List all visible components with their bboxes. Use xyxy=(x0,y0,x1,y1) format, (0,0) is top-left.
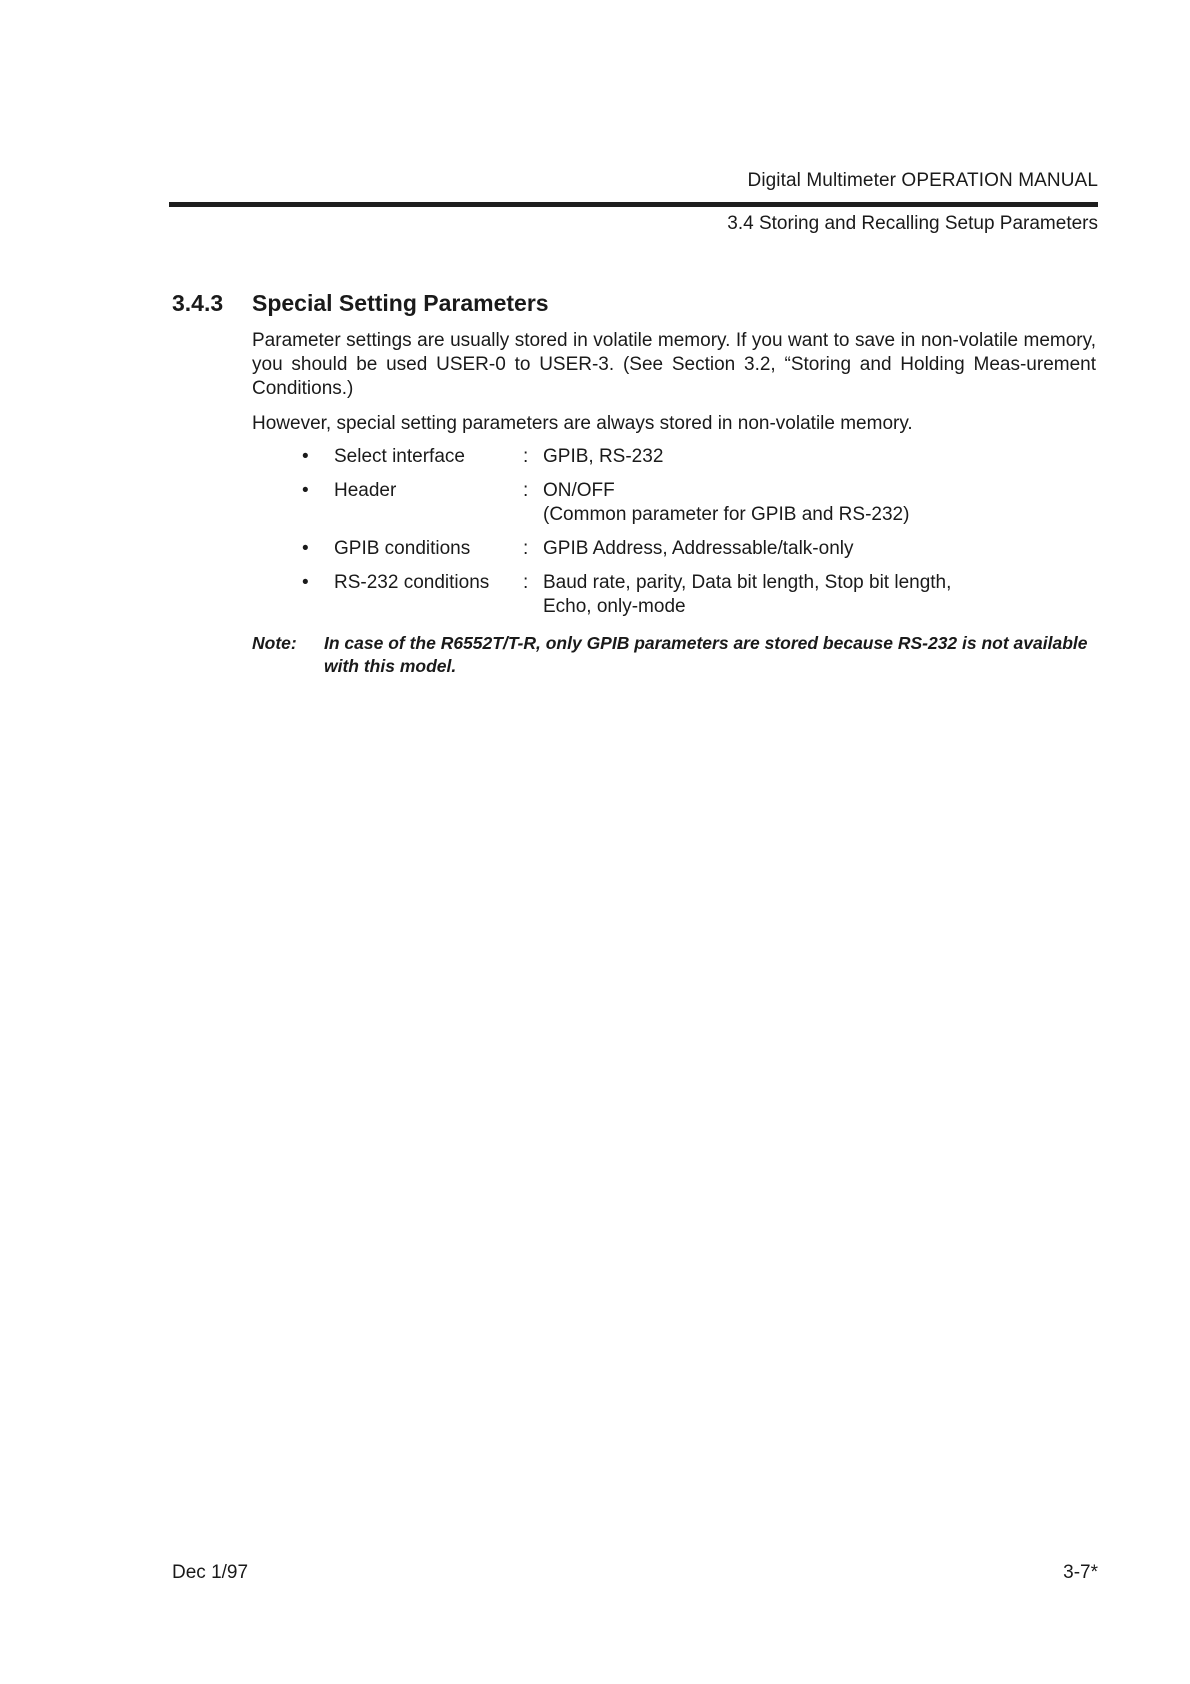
param-value-line: Baud rate, parity, Data bit length, Stop bit length, xyxy=(543,572,952,593)
param-value xyxy=(543,571,1096,619)
param-colon: : xyxy=(523,480,529,501)
bullet-icon: • xyxy=(302,572,309,593)
param-name: Header xyxy=(334,480,397,501)
section-title: Special Setting Parameters xyxy=(252,290,549,316)
param-value xyxy=(543,537,1096,561)
param-name: RS-232 conditions xyxy=(334,572,490,593)
param-value xyxy=(543,479,1096,527)
header-manual-title: Digital Multimeter OPERATION MANUAL xyxy=(747,170,1098,191)
intro-paragraph: Parameter settings are usually stored in volatile memory. If you want to save in non-volatile memory, you should be used USER-0 to USER-3. (See Section 3.2, “Storing and Holding Meas-urement Conditions.) xyxy=(252,330,1096,399)
param-name: Select interface xyxy=(334,446,465,467)
param-colon: : xyxy=(523,572,529,593)
list-item xyxy=(302,571,1096,619)
param-value-line: ON/OFF xyxy=(543,480,615,501)
section-number: 3.4.3 xyxy=(172,290,224,316)
param-value-line: GPIB, RS-232 xyxy=(543,446,664,467)
param-colon: : xyxy=(523,538,529,559)
footer-date: Dec 1/97 xyxy=(172,1562,249,1583)
param-value-line: GPIB Address, Addressable/talk-only xyxy=(543,538,854,559)
param-value-line-2: Echo, only-mode xyxy=(543,596,686,617)
section-heading xyxy=(172,290,549,317)
bullet-icon: • xyxy=(302,538,309,559)
param-name: GPIB conditions xyxy=(334,538,471,559)
list-item xyxy=(302,479,1096,527)
param-value xyxy=(543,445,1096,469)
note-block xyxy=(252,632,1098,678)
note-label: Note: xyxy=(252,633,297,653)
parameter-list xyxy=(302,445,1096,629)
header-section-title: 3.4 Storing and Recalling Setup Parameters xyxy=(727,213,1098,234)
footer-page-number: 3-7* xyxy=(1063,1562,1098,1583)
note-text: In case of the R6552T/T-R, only GPIB parameters are stored because RS-232 is not available with this model. xyxy=(324,633,1088,676)
header-rule xyxy=(169,202,1098,207)
intro-paragraph-2: However, special setting parameters are always stored in non-volatile memory. xyxy=(252,413,913,434)
param-colon: : xyxy=(523,446,529,467)
bullet-icon: • xyxy=(302,446,309,467)
list-item xyxy=(302,537,1096,561)
list-item xyxy=(302,445,1096,469)
param-value-line-2: (Common parameter for GPIB and RS-232) xyxy=(543,504,910,525)
bullet-icon: • xyxy=(302,480,309,501)
